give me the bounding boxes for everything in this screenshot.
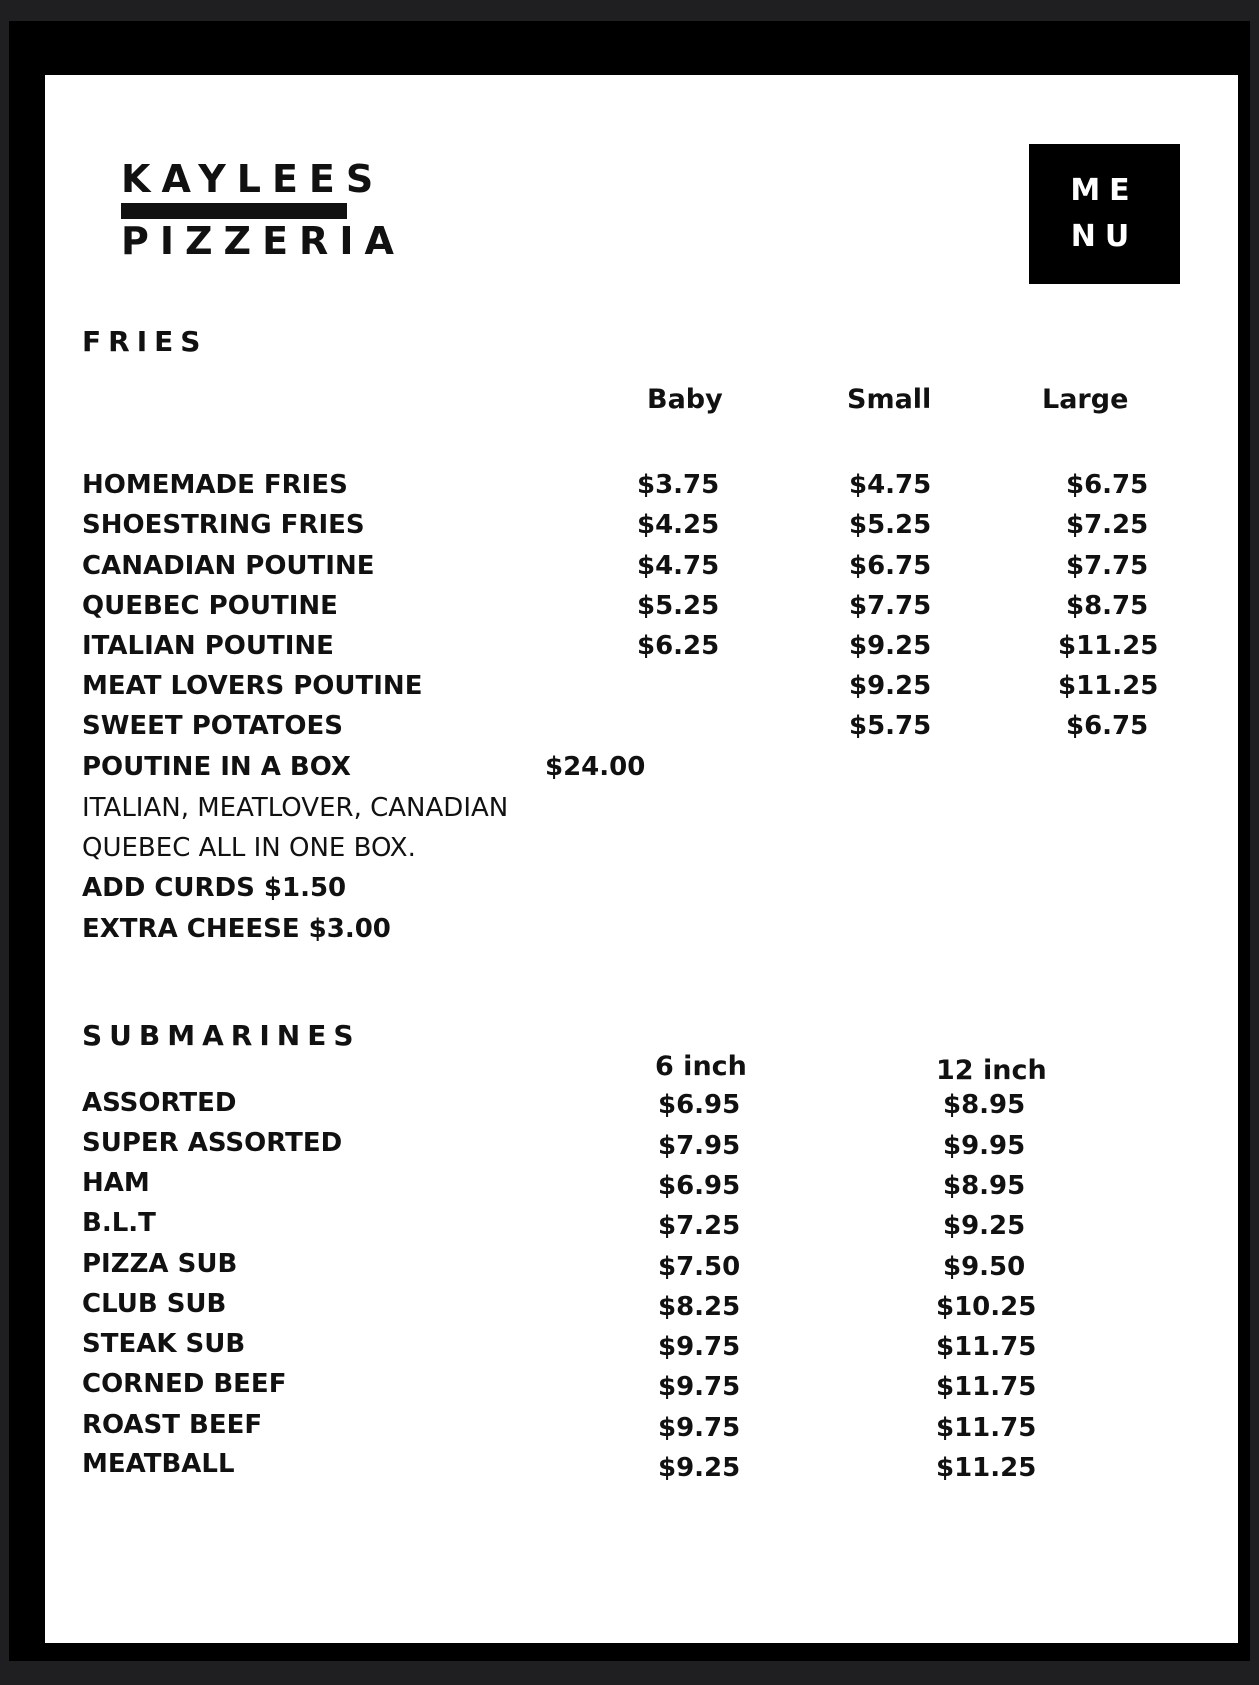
fries-item-name: CANADIAN POUTINE [82, 551, 375, 581]
sub-item-name: ROAST BEEF [82, 1410, 263, 1440]
fries-header-large: Large [1042, 384, 1129, 415]
fries-item-name: QUEBEC POUTINE [82, 591, 338, 621]
sub-price-12inch: $9.25 [943, 1211, 1026, 1241]
fries-price-small: $6.75 [849, 551, 932, 581]
sub-price-6inch: $8.25 [658, 1292, 741, 1322]
fries-price-large: $6.75 [1066, 470, 1149, 500]
fries-price-large: $7.75 [1066, 551, 1149, 581]
fries-item-name: SHOESTRING FRIES [82, 510, 365, 540]
sub-item-name: MEATBALL [82, 1449, 235, 1479]
poutine-box-price: $24.00 [545, 752, 646, 782]
extra-add-curds: ADD CURDS $1.50 [82, 873, 347, 903]
fries-header-small: Small [847, 384, 932, 415]
sub-price-12inch: $8.95 [943, 1171, 1026, 1201]
photo-frame [9, 21, 1250, 1661]
poutine-box-name: POUTINE IN A BOX [82, 752, 351, 782]
fries-price-baby: $4.75 [637, 551, 720, 581]
sub-price-6inch: $9.75 [658, 1413, 741, 1443]
sub-price-6inch: $7.25 [658, 1211, 741, 1241]
fries-price-large: $11.25 [1058, 631, 1159, 661]
subs-section-title: SUBMARINES [82, 1019, 361, 1052]
fries-price-baby: $4.25 [637, 510, 720, 540]
sub-price-6inch: $7.50 [658, 1252, 741, 1282]
fries-price-small: $9.25 [849, 671, 932, 701]
sub-price-6inch: $6.95 [658, 1171, 741, 1201]
fries-section-title: FRIES [82, 325, 208, 358]
menu-badge-line1: ME [1070, 173, 1139, 208]
fries-price-baby: $6.25 [637, 631, 720, 661]
sub-price-12inch: $9.95 [943, 1131, 1026, 1161]
brand-name-line2: PIZZERIA [121, 219, 405, 263]
menu-badge-line2: NU [1070, 219, 1139, 254]
sub-price-12inch: $11.75 [936, 1413, 1037, 1443]
subs-header-6inch: 6 inch [655, 1051, 747, 1082]
sub-price-6inch: $9.75 [658, 1372, 741, 1402]
extra-cheese: EXTRA CHEESE $3.00 [82, 914, 391, 944]
poutine-box-desc-line2: QUEBEC ALL IN ONE BOX. [82, 833, 416, 863]
fries-price-baby: $5.25 [637, 591, 720, 621]
fries-price-large: $7.25 [1066, 510, 1149, 540]
sub-price-12inch: $9.50 [943, 1252, 1026, 1282]
fries-price-baby: $3.75 [637, 470, 720, 500]
sub-item-name: PIZZA SUB [82, 1249, 238, 1279]
fries-price-small: $7.75 [849, 591, 932, 621]
sub-price-12inch: $11.25 [936, 1453, 1037, 1483]
menu-badge [1029, 144, 1180, 284]
sub-item-name: STEAK SUB [82, 1329, 246, 1359]
sub-item-name: B.L.T [82, 1208, 156, 1238]
poutine-box-desc-line1: ITALIAN, MEATLOVER, CANADIAN [82, 793, 509, 823]
fries-price-small: $4.75 [849, 470, 932, 500]
sub-price-6inch: $7.95 [658, 1131, 741, 1161]
sub-price-6inch: $9.75 [658, 1332, 741, 1362]
sub-item-name: CORNED BEEF [82, 1369, 287, 1399]
fries-item-name: MEAT LOVERS POUTINE [82, 671, 423, 701]
fries-item-name: ITALIAN POUTINE [82, 631, 334, 661]
fries-header-baby: Baby [647, 384, 723, 415]
fries-price-small: $9.25 [849, 631, 932, 661]
sub-item-name: HAM [82, 1168, 150, 1198]
fries-price-small: $5.25 [849, 510, 932, 540]
sub-item-name: SUPER ASSORTED [82, 1128, 343, 1158]
sub-price-6inch: $9.25 [658, 1453, 741, 1483]
brand-name-line1: KAYLEES [121, 157, 385, 201]
fries-item-name: HOMEMADE FRIES [82, 470, 348, 500]
menu-page [45, 75, 1238, 1643]
sub-price-12inch: $11.75 [936, 1332, 1037, 1362]
fries-price-small: $5.75 [849, 711, 932, 741]
fries-price-large: $8.75 [1066, 591, 1149, 621]
subs-header-12inch: 12 inch [936, 1055, 1047, 1086]
sub-item-name: ASSORTED [82, 1088, 237, 1118]
fries-item-name: SWEET POTATOES [82, 711, 344, 741]
sub-price-6inch: $6.95 [658, 1090, 741, 1120]
sub-price-12inch: $10.25 [936, 1292, 1037, 1322]
brand-divider-bar [121, 203, 347, 219]
sub-item-name: CLUB SUB [82, 1289, 227, 1319]
sub-price-12inch: $8.95 [943, 1090, 1026, 1120]
sub-price-12inch: $11.75 [936, 1372, 1037, 1402]
fries-price-large: $11.25 [1058, 671, 1159, 701]
fries-price-large: $6.75 [1066, 711, 1149, 741]
